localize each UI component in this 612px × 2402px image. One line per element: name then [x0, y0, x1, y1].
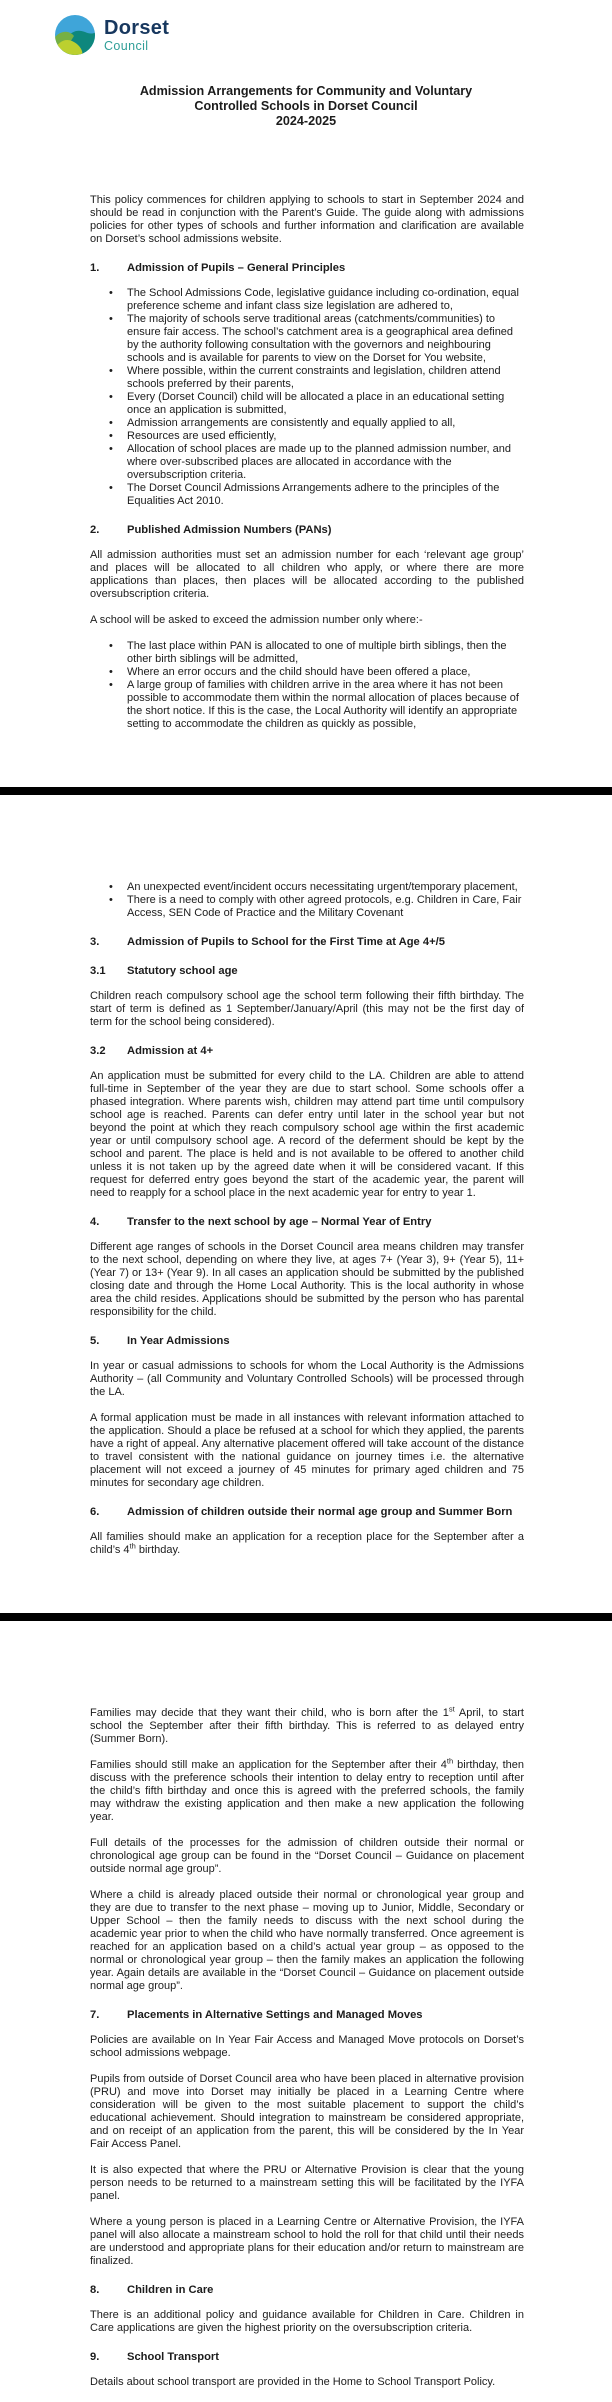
paragraph: In year or casual admissions to schools for whom the Local Authority is the Admissions Authority – (all Community and Voluntary Controlled Schools) will be processed through the LA. — [90, 1360, 524, 1399]
section-number: 7. — [90, 2009, 100, 2022]
section-number: 4. — [90, 1216, 100, 1229]
section-heading-text: Children in Care — [127, 2284, 214, 2297]
bullet-item: • An unexpected event/incident occurs necessitating urgent/temporary placement, — [127, 881, 524, 894]
section-heading-text: In Year Admissions — [127, 1335, 230, 1348]
section-number: 9. — [90, 2351, 100, 2364]
paragraph: Families should still make an application for the September after their 4th birthday, then discuss with the preference schools their intention to delay entry to reception until after the child’s fifth birthday and once this is agreed with the preferred schools, the family may withdraw the existing application and then make a new application the following year. — [90, 1756, 524, 1824]
section-heading-text: School Transport — [127, 2351, 219, 2364]
section-heading-text: Admission at 4+ — [127, 1045, 214, 1058]
paragraph: Children reach compulsory school age the school term following their fifth birthday. The start of term is defined as 1 September/January/April (this may not be the first day of term for the school being considered). — [90, 990, 524, 1029]
paragraph: Where a child is already placed outside their normal or chronological year group and they are due to transfer to the next phase – moving up to Junior, Middle, Secondary or Upper School – then the family needs to discuss with the next school during the academic year prior to when the child who have normally transferred. Once agreement is reached for an application based on a child’s actual year group – as opposed to the normal or chronological year group – then the family makes an application the following year. Again details are available in the “Dorset Council – Guidance on placement outside normal age group”. — [90, 1889, 524, 1993]
paragraph: All admission authorities must set an admission number for each ‘relevant age group’ and places will be allocated to all children who apply, or where there are more applications than places, then places will be allocated according to the published oversubscription criteria. — [90, 549, 524, 601]
logo-wordmark — [104, 18, 169, 53]
section-number: 2. — [90, 524, 100, 537]
paragraph: Where a young person is placed in a Learning Centre or Alternative Provision, the IYFA panel will also allocate a mainstream school to hold the roll for that child until their needs are understood and appropriate plans for their education and/or return to mainstream are finalized. — [90, 2216, 524, 2268]
paragraph: Pupils from outside of Dorset Council area who have been placed in alternative provision (PRU) and move into Dorset may initially be placed in a Learning Centre where consideration will be given to the most suitable placement to support the child’s educational achievement. Should integration to mainstream be considered appropriate, and on receipt of an application from the parent, this will be considered by the In Year Fair Access Panel. — [90, 2073, 524, 2151]
bullet-item: • Where possible, within the current constraints and legislation, children attend schools preferred by their parents, — [127, 365, 524, 391]
section-heading-text: Admission of Pupils – General Principles — [127, 262, 346, 275]
logo-word-council: Council — [104, 38, 149, 53]
section-heading-text: Placements in Alternative Settings and Managed Moves — [127, 2009, 423, 2022]
paragraph: All families should make an application for a reception place for the September after a child’s 4th birthday. — [90, 1531, 524, 1557]
section-heading-text: Transfer to the next school by age – Normal Year of Entry — [127, 1216, 432, 1229]
section-number: 5. — [90, 1335, 100, 1348]
section-number: 3.1 — [90, 965, 106, 978]
bullet-list — [90, 881, 524, 920]
bullet-item: • Every (Dorset Council) child will be allocated a place in an educational setting once an application is submitted, — [127, 391, 524, 417]
page-break-bar — [0, 1613, 612, 1621]
section-heading-7 — [90, 2009, 524, 2022]
section-heading-9 — [90, 2351, 524, 2364]
title-line-3: 2024-2025 — [275, 113, 337, 128]
section-heading-3 — [90, 936, 524, 949]
bullet-item: • The Dorset Council Admissions Arrangements adhere to the principles of the Equalities Act 2010. — [127, 482, 524, 508]
paragraph: Different age ranges of schools in the Dorset Council area means children may transfer to the next school, depending on where they live, at ages 7+ (Year 3), 9+ (Year 5), 11+ (Year 7) or 13+ (Year 9). In all cases an application should be submitted by the published closing date and through the Home Local Authority. This is the local authority in whose area the child resides. Applications should be submitted by the person who has parental responsibility for the child. — [90, 1241, 524, 1319]
bullet-list — [90, 640, 524, 731]
bullet-item: • There is a need to comply with other agreed protocols, e.g. Children in Care, Fair Access, SEN Code of Practice and the Military Covenant — [127, 894, 524, 920]
section-number: 3. — [90, 936, 100, 949]
bullet-list — [90, 287, 524, 508]
dorset-council-logo — [55, 14, 612, 56]
section-heading-text: Admission of children outside their normal age group and Summer Born — [127, 1506, 513, 1519]
bullet-item: • The School Admissions Code, legislative guidance including co-ordination, equal preference scheme and infant class size legislation are adhered to, — [127, 287, 524, 313]
logo-word-dorset: Dorset — [104, 16, 170, 39]
page-break-bar — [0, 787, 612, 795]
bullet-item: • Allocation of school places are made up to the planned admission number, and where over-subscribed places are allocated in accordance with the oversubscription criteria. — [127, 443, 524, 482]
section-heading-6 — [90, 1506, 524, 1519]
paragraph: There is an additional policy and guidance available for Children in Care. Children in Care applications are given the highest priority on the oversubscription criteria. — [90, 2309, 524, 2335]
document-body — [0, 194, 612, 2389]
paragraph: A formal application must be made in all instances with relevant information attached to the application. Should a place be refused at a school for which they applied, the parents have a right of appeal. Any alternative placement offered will take account of the distance to travel consistent with the national guidance on journey times i.e. the alternative placement will not exceed a journey of 45 minutes for primary aged children and 75 minutes for secondary age children. — [90, 1412, 524, 1490]
section-number: 8. — [90, 2284, 100, 2297]
bullet-item: • The last place within PAN is allocated to one of multiple birth siblings, then the other birth siblings will be admitted, — [127, 640, 524, 666]
paragraph: Full details of the processes for the admission of children outside their normal or chronological age group can be found in the “Dorset Council – Guidance on placement outside normal age group”. — [90, 1837, 524, 1876]
section-heading-3-2 — [90, 1045, 524, 1058]
paragraph: Families may decide that they want their child, who is born after the 1st April, to start school the September after their fifth birthday. This is referred to as delayed entry (Summer Born). — [90, 1704, 524, 1746]
section-heading-text: Admission of Pupils to School for the First Time at Age 4+/5 — [127, 936, 445, 949]
paragraph: Policies are available on In Year Fair Access and Managed Move protocols on Dorset’s school admissions webpage. — [90, 2034, 524, 2060]
section-heading-1 — [90, 262, 524, 275]
dorset-council-logo-icon — [55, 15, 95, 55]
bullet-item: • Resources are used efficiently, — [127, 430, 524, 443]
section-number: 3.2 — [90, 1045, 106, 1058]
section-number: 6. — [90, 1506, 100, 1519]
section-heading-8 — [90, 2284, 524, 2297]
bullet-item: • The majority of schools serve traditional areas (catchments/communities) to ensure fair access. The school’s catchment area is a geographical area defined by the authority following consultation with the governors and neighbouring schools and is available for parents to view on the Dorset for You website, — [127, 313, 524, 365]
section-heading-3-1 — [90, 965, 524, 978]
section-heading-text: Published Admission Numbers (PANs) — [127, 524, 332, 537]
paragraph: An application must be submitted for every child to the LA. Children are able to attend full-time in September of the year they are due to start school. Some schools offer a phased integration. Where parents wish, children may attend part time until compulsory school age is reached. Parents can defer entry until later in the school year but not beyond the point at which they reach compulsory school age within the first academic year or until compulsory school age. A record of the deferment should be kept by the school and parent. The place is held and is not available to be offered to another child unless it is not taken up by the agreed date when it will be considered vacant. If this request for deferred entry goes beyond the start of the academic year, the parent will need to reapply for a school place in the next academic year for entry to year 1. — [90, 1070, 524, 1200]
section-heading-text: Statutory school age — [127, 965, 238, 978]
title-line-2: Controlled Schools in Dorset Council — [194, 98, 418, 113]
section-heading-2 — [90, 524, 524, 537]
paragraph: This policy commences for children applying to schools to start in September 2024 and should be read in conjunction with the Parent’s Guide. The guide along with admissions policies for other types of schools and further information and clarification are available on Dorset’s school admissions website. — [90, 194, 524, 246]
title-line-1: Admission Arrangements for Community and Voluntary — [139, 84, 473, 98]
paragraph: A school will be asked to exceed the admission number only where:- — [90, 614, 423, 627]
paragraph: It is also expected that where the PRU or Alternative Provision is clear that the young person needs to be returned to a mainstream setting this will be facilitated by the IYFA panel. — [90, 2164, 524, 2203]
section-number: 1. — [90, 262, 100, 275]
section-heading-5 — [90, 1335, 524, 1348]
bullet-item: • Where an error occurs and the child should have been offered a place, — [127, 666, 524, 679]
bullet-item: • Admission arrangements are consistently and equally applied to all, — [127, 417, 524, 430]
document-title — [0, 84, 612, 128]
paragraph: Details about school transport are provided in the Home to School Transport Policy. — [90, 2376, 496, 2389]
section-heading-4 — [90, 1216, 524, 1229]
bullet-item: • A large group of families with children arrive in the area where it has not been possible to accommodate them within the normal allocation of places because of the short notice. If this is the case, the Local Authority will identify an appropriate setting to accommodate the children as quickly as possible, — [127, 679, 524, 731]
